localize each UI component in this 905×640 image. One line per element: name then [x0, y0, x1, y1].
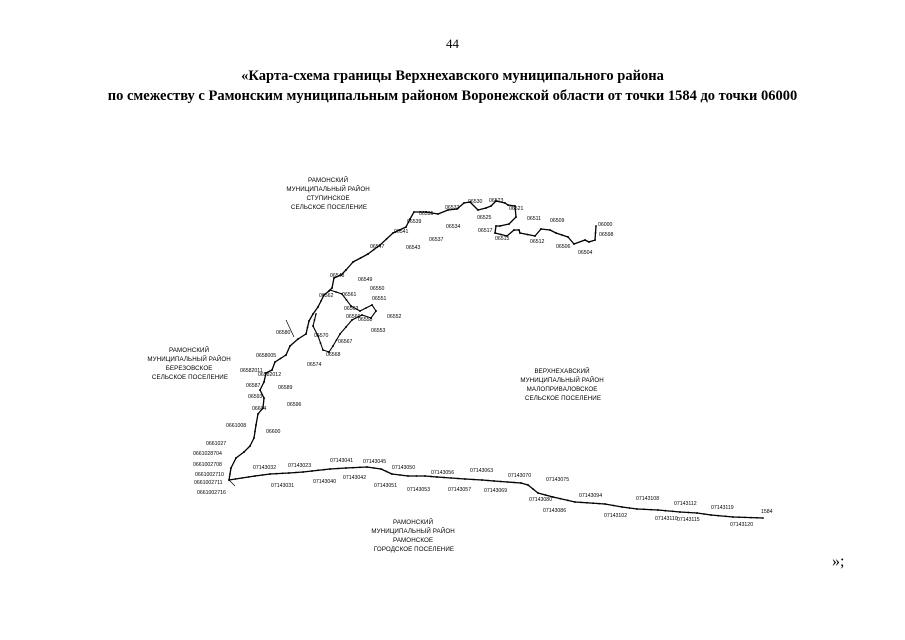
boundary-vertex [534, 235, 536, 237]
boundary-vertex [463, 202, 465, 204]
point-label: 06539 [407, 219, 422, 225]
boundary-vertex [507, 481, 509, 483]
point-label: 07143119 [711, 505, 734, 511]
boundary-vertex [352, 467, 354, 469]
point-label: 06532 [445, 205, 460, 211]
boundary-vertex [559, 498, 561, 500]
boundary-vertex [323, 469, 325, 471]
boundary-vertex [604, 503, 606, 505]
boundary-vertex [477, 209, 479, 211]
point-label: 07143086 [543, 508, 567, 514]
point-label: 06537 [429, 237, 444, 243]
point-label: 06511 [527, 216, 542, 222]
boundary-vertex [335, 291, 337, 293]
boundary-vertex [495, 225, 497, 227]
boundary-vertex [391, 473, 393, 475]
boundary-vertex [280, 358, 282, 360]
boundary-vertex [424, 475, 426, 477]
boundary-vertex [481, 479, 483, 481]
boundary-vertex [308, 320, 310, 322]
boundary-vertex [289, 345, 291, 347]
boundary-vertex [592, 502, 594, 504]
boundary-vertex [750, 517, 752, 519]
boundary-vertex [672, 510, 674, 512]
point-label: 06547 [370, 244, 385, 250]
point-label: 0661002708 [193, 462, 222, 468]
boundary-vertex [756, 517, 758, 519]
point-label: 07143094 [579, 493, 603, 499]
point-label: 07143040 [313, 479, 337, 485]
boundary-vertex [508, 223, 510, 225]
boundary-vertex [329, 289, 331, 291]
point-label: 07143032 [253, 465, 277, 471]
boundary-vertex [366, 466, 368, 468]
title-line-2: по смежеству с Рамонским муниципальным районом Воронежской области от точки 1584 до точки 06000 [107, 88, 798, 104]
boundary-vertex [332, 345, 334, 347]
point-label: 06598 [599, 232, 614, 238]
boundary-vertex [275, 473, 277, 475]
boundary-vertex [657, 509, 659, 511]
point-label: 07143051 [374, 483, 398, 489]
boundary-vertex [262, 474, 264, 476]
point-label: 07143108 [636, 496, 660, 502]
point-label: 06549 [358, 277, 373, 283]
point-label: 06582011 [240, 368, 263, 374]
point-label: 0661028704 [193, 451, 222, 457]
boundary-vertex [297, 338, 299, 340]
boundary-vertex [725, 515, 727, 517]
point-label: 06582012 [258, 372, 282, 378]
point-label: 06562 [319, 293, 334, 299]
boundary-vertex [573, 243, 575, 245]
region-label-ramon: РАМОНСКИЙ МУНИЦИПАЛЬНЫЙ РАЙОН РАМОНСКОЕ ГОРОДСКОЕ ПОСЕЛЕНИЕ [371, 519, 455, 553]
boundary-vertex [629, 507, 631, 509]
boundary-vertex [311, 470, 313, 472]
point-label: 06523 [489, 198, 504, 204]
boundary-vertex [228, 479, 230, 481]
boundary-vertex [285, 354, 287, 356]
boundary-vertex [346, 299, 348, 301]
boundary-vertex [464, 478, 466, 480]
boundary-vertex [312, 325, 314, 327]
boundary-vertex [380, 468, 382, 470]
point-label: 06596 [287, 402, 302, 408]
boundary-vertex [367, 253, 369, 255]
boundary-vertex [450, 477, 452, 479]
point-label: 06525 [477, 215, 492, 221]
boundary-vertex [263, 397, 265, 399]
point-label: 0661027 [206, 441, 227, 447]
point-label: 07143056 [431, 470, 455, 476]
point-label: 06589 [278, 385, 293, 391]
region-label-stupino: РАМОНСКИЙ МУНИЦИПАЛЬНЫЙ РАЙОН СТУПИНСКОЕ СЕЛЬСКОЕ ПОСЕЛЕНИЕ [286, 177, 370, 211]
point-label: 07143070 [508, 473, 532, 479]
point-label: 1584 [761, 509, 773, 515]
point-label: 07143057 [448, 487, 472, 493]
boundary-vertex [555, 232, 557, 234]
boundary-vertex [549, 229, 551, 231]
point-label: 07143112 [674, 501, 697, 507]
boundary-vertex [717, 515, 719, 517]
boundary-vertex [580, 502, 582, 504]
point-label: 06535 [419, 211, 434, 217]
point-label: 06604 [252, 406, 267, 412]
boundary-vertex [254, 475, 256, 477]
point-label: 06543 [406, 245, 421, 251]
boundary-vertex [407, 475, 409, 477]
point-label: 06600 [266, 429, 281, 435]
boundary-vertex [345, 326, 347, 328]
boundary-vertex [249, 445, 251, 447]
boundary-vertex [513, 482, 515, 484]
boundary-vertex [331, 287, 333, 289]
boundary-vertex [621, 506, 623, 508]
boundary-vertex [527, 484, 529, 486]
point-label: 07143120 [730, 522, 754, 528]
boundary-vertex [243, 451, 245, 453]
boundary-vertex [537, 492, 539, 494]
point-label: 07143050 [392, 465, 416, 471]
boundary-vertex [360, 257, 362, 259]
boundary-vertex [337, 468, 339, 470]
point-label: 0661002710 [195, 472, 224, 478]
boundary-vertex [271, 369, 273, 371]
boundary-vertex [588, 241, 590, 243]
boundary-vertex [732, 516, 734, 518]
point-label: 06552 [387, 314, 402, 320]
boundary-vertex [584, 239, 586, 241]
point-label: 06574 [307, 362, 322, 368]
boundary-vertex [235, 457, 237, 459]
title-line-1: «Карта-схема границы Верхнехавского муниципального района [241, 68, 664, 84]
boundary-vertex [598, 503, 600, 505]
boundary-vertex [365, 307, 367, 309]
boundary-vertex [738, 516, 740, 518]
point-label: 06000 [598, 222, 613, 228]
point-label: 07143063 [470, 468, 494, 474]
boundary-vertex [317, 469, 319, 471]
boundary-vertex [436, 476, 438, 478]
point-label: 06517 [478, 228, 493, 234]
boundary-vertex [375, 310, 377, 312]
point-labels [193, 198, 773, 528]
boundary-vertex [329, 468, 331, 470]
boundary-vertex [274, 361, 276, 363]
boundary-vertex [664, 510, 666, 512]
boundary-vertex [399, 474, 401, 476]
boundary-vertex [499, 225, 501, 227]
point-label: 06534 [446, 224, 461, 230]
boundary-vertex [567, 499, 569, 501]
boundary-vertex [443, 477, 445, 479]
point-label: 06504 [578, 250, 593, 256]
point-label: 06530 [468, 199, 483, 205]
point-label: 06515 [495, 236, 510, 242]
boundary-vertex [373, 467, 375, 469]
point-label: 06563 [344, 306, 359, 312]
region-label-berezovo: РАМОНСКИЙ МУНИЦИПАЛЬНЫЙ РАЙОН БЕРЕЗОВСКОЕ СЕЛЬСКОЕ ПОСЕЛЕНИЕ [147, 347, 231, 381]
boundary-vertex [636, 508, 638, 510]
boundary-vertex [254, 431, 256, 433]
boundary-vertex [595, 225, 597, 227]
point-label: 06567 [338, 339, 353, 345]
point-label: 06541 [394, 229, 409, 235]
boundary-vertex [255, 424, 257, 426]
region-label-verkhnekhavsky: ВЕРХНЕХАВСКИЙ МУНИЦИПАЛЬНЫЙ РАЙОН МАЛОПРИВАЛОВСКОЕ СЕЛЬСКОЕ ПОСЕЛЕНИЕ [520, 368, 604, 402]
boundary-vertex [527, 234, 529, 236]
boundary-vertex [322, 349, 324, 351]
point-label: 06570 [314, 333, 329, 339]
boundary-vertex [688, 512, 690, 514]
boundary-vertex [487, 480, 489, 482]
boundary-vertex [518, 229, 520, 231]
boundary-vertex [359, 310, 361, 312]
point-label: 0661008 [226, 423, 247, 429]
boundary-vertex [504, 202, 506, 204]
boundary-vertex [703, 513, 705, 515]
boundary-vertex [457, 478, 459, 480]
boundary-vertex [361, 314, 363, 316]
boundary-vertex [386, 471, 388, 473]
boundary-vertex [263, 381, 265, 383]
boundary-vertex [500, 481, 502, 483]
boundary-vertex [519, 232, 521, 234]
boundary-vertex [288, 472, 290, 474]
point-label: 06551 [372, 296, 387, 302]
boundary-vertex [248, 476, 250, 478]
boundary-vertex [520, 482, 522, 484]
point-label: 06568 [326, 352, 341, 358]
boundary-vertex [679, 511, 681, 513]
point-label: 06550 [370, 286, 385, 292]
closing-quote: »; [832, 553, 845, 570]
boundary-vertex [235, 478, 237, 480]
boundary-vertex [493, 480, 495, 482]
point-label: 07143042 [343, 475, 367, 481]
point-label: 06553 [371, 328, 386, 334]
boundary-vertex [595, 232, 597, 234]
boundary-vertex [513, 229, 515, 231]
boundary-vertex [259, 389, 261, 391]
boundary-vertex [567, 236, 569, 238]
boundary-vertex [561, 234, 563, 236]
boundary-vertex [339, 333, 341, 335]
boundary-vertex [312, 313, 314, 315]
pointer-stroke-2 [229, 480, 235, 486]
point-label: 06521 [509, 206, 524, 212]
boundary-vertex [545, 494, 547, 496]
boundary-vertex [320, 300, 322, 302]
point-label: 06566 [346, 314, 361, 320]
point-label: 06506 [556, 244, 571, 250]
point-label: 06509 [550, 218, 565, 224]
point-label: 06587 [246, 383, 261, 389]
boundary-vertex [710, 514, 712, 516]
boundary-vertex [320, 342, 322, 344]
boundary-vertex [485, 207, 487, 209]
boundary-vertex [229, 473, 231, 475]
point-label: 06593 [248, 394, 263, 400]
boundary-vertex [515, 216, 517, 218]
boundary-vertex [405, 226, 407, 228]
point-label: 07143023 [288, 463, 312, 469]
boundary-vertex [437, 213, 439, 215]
boundary-vertex [490, 205, 492, 207]
boundary-vertex [386, 238, 388, 240]
boundary-vertex [696, 512, 698, 514]
point-label: 07143031 [271, 483, 295, 489]
boundary-vertex [650, 509, 652, 511]
point-label: 07143041 [330, 458, 354, 464]
boundary-vertex [282, 472, 284, 474]
boundary-vertex [762, 517, 764, 519]
point-label: 07143069 [484, 488, 508, 494]
boundary-vertex [552, 496, 554, 498]
boundary-vertex [586, 502, 588, 504]
boundary-vertex [317, 306, 319, 308]
point-label: 0661002716 [197, 490, 226, 496]
point-label: 06580 [276, 330, 291, 336]
point-label: 06512 [530, 239, 545, 245]
point-label: 0661002711 [194, 480, 223, 486]
boundary-vertex [241, 477, 243, 479]
point-label: 07143115 [677, 517, 700, 523]
boundary-vertex [269, 473, 271, 475]
boundary-vertex [643, 508, 645, 510]
boundary-vertex [257, 413, 259, 415]
point-label: 06548 [330, 273, 345, 279]
boundary-vertex [744, 517, 746, 519]
boundary-vertex [594, 239, 596, 241]
boundary-vertex [253, 437, 255, 439]
point-label: 07143080 [529, 497, 553, 503]
boundary-vertex [345, 269, 347, 271]
point-label: 07143075 [546, 477, 570, 483]
boundary-vertex [345, 467, 347, 469]
point-label: 06561 [342, 292, 357, 298]
boundary-vertex [352, 261, 354, 263]
boundary-vertex [315, 313, 317, 315]
boundary-vertex [305, 333, 307, 335]
boundary-vertex [473, 479, 475, 481]
boundary-vertex [613, 505, 615, 507]
boundary-vertex [359, 466, 361, 468]
point-label: 07143053 [407, 487, 431, 493]
boundary-vertex [416, 475, 418, 477]
page-number: 44 [446, 36, 459, 51]
boundary-vertex [295, 472, 297, 474]
boundary-vertex [413, 211, 415, 213]
boundary-vertex [314, 319, 316, 321]
boundary-vertex [371, 304, 373, 306]
point-label: 0658005 [256, 353, 277, 359]
boundary-vertex [302, 471, 304, 473]
boundary-vertex [574, 501, 576, 503]
boundary-vertex [230, 467, 232, 469]
boundary-vertex [532, 488, 534, 490]
boundary-vertex [307, 327, 309, 329]
point-label: 07143102 [604, 513, 628, 519]
point-label: 06558 [358, 317, 373, 323]
point-label: 07143110 [655, 516, 678, 522]
point-label: 07143045 [363, 459, 387, 465]
boundary-vertex [494, 232, 496, 234]
boundary-vertex [540, 228, 542, 230]
